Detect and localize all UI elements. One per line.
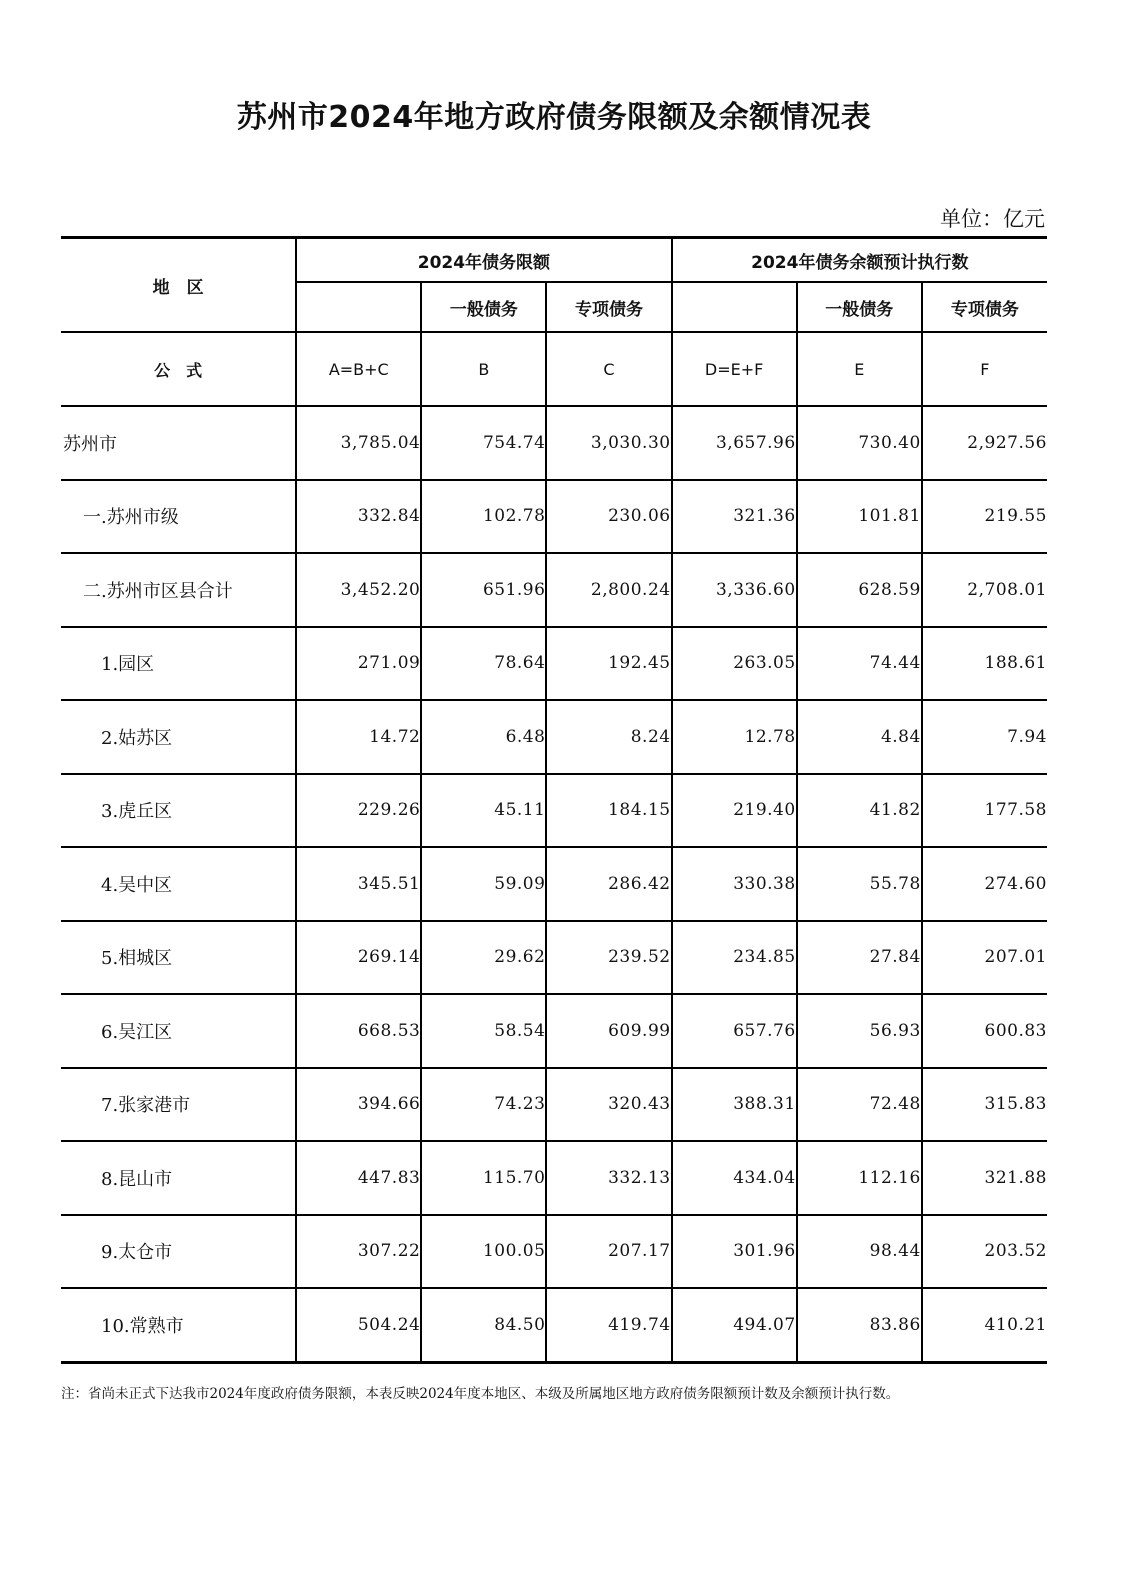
header-limit-general: 一般债务 xyxy=(421,282,546,332)
value-d: 219.40 xyxy=(672,774,797,848)
value-f: 600.83 xyxy=(922,994,1047,1068)
value-c: 239.52 xyxy=(546,921,671,995)
table-row xyxy=(61,1215,1047,1289)
table-row xyxy=(61,406,1047,480)
table-row xyxy=(61,553,1047,627)
header-limit-total xyxy=(296,282,421,332)
value-a: 269.14 xyxy=(296,921,421,995)
region-name: 苏州市 xyxy=(61,406,296,480)
value-a: 447.83 xyxy=(296,1141,421,1215)
value-e: 55.78 xyxy=(797,847,922,921)
value-b: 100.05 xyxy=(421,1215,546,1289)
value-f: 410.21 xyxy=(922,1288,1047,1362)
value-c: 332.13 xyxy=(546,1141,671,1215)
table-row xyxy=(61,480,1047,554)
value-e: 101.81 xyxy=(797,480,922,554)
formula-c: C xyxy=(546,332,671,406)
value-a: 271.09 xyxy=(296,627,421,701)
value-c: 320.43 xyxy=(546,1068,671,1142)
value-f: 274.60 xyxy=(922,847,1047,921)
value-b: 29.62 xyxy=(421,921,546,995)
value-e: 730.40 xyxy=(797,406,922,480)
value-e: 41.82 xyxy=(797,774,922,848)
value-e: 72.48 xyxy=(797,1068,922,1142)
value-f: 2,708.01 xyxy=(922,553,1047,627)
header-balance-general: 一般债务 xyxy=(797,282,922,332)
value-d: 657.76 xyxy=(672,994,797,1068)
debt-table xyxy=(61,236,1047,1364)
value-a: 229.26 xyxy=(296,774,421,848)
unit-label: 单位：亿元 xyxy=(940,207,1045,231)
value-e: 56.93 xyxy=(797,994,922,1068)
formula-b: B xyxy=(421,332,546,406)
value-b: 115.70 xyxy=(421,1141,546,1215)
value-b: 74.23 xyxy=(421,1068,546,1142)
value-c: 286.42 xyxy=(546,847,671,921)
value-c: 184.15 xyxy=(546,774,671,848)
table-row xyxy=(61,700,1047,774)
value-f: 2,927.56 xyxy=(922,406,1047,480)
table-row xyxy=(61,921,1047,995)
value-f: 219.55 xyxy=(922,480,1047,554)
header-balance-special: 专项债务 xyxy=(922,282,1047,332)
value-d: 12.78 xyxy=(672,700,797,774)
value-e: 74.44 xyxy=(797,627,922,701)
value-a: 14.72 xyxy=(296,700,421,774)
footnote: 注：省尚未正式下达我市2024年度政府债务限额，本表反映2024年度本地区、本级及所属地区地方政府债务限额预计数及余额预计执行数。 xyxy=(61,1386,900,1402)
region-name: 6.吴江区 xyxy=(61,994,296,1068)
header-balance-total xyxy=(672,282,797,332)
value-c: 192.45 xyxy=(546,627,671,701)
header-group-limit: 2024年债务限额 xyxy=(296,238,671,283)
value-d: 3,657.96 xyxy=(672,406,797,480)
value-a: 3,452.20 xyxy=(296,553,421,627)
value-a: 307.22 xyxy=(296,1215,421,1289)
table-row xyxy=(61,1068,1047,1142)
value-d: 388.31 xyxy=(672,1068,797,1142)
value-f: 203.52 xyxy=(922,1215,1047,1289)
region-name: 4.吴中区 xyxy=(61,847,296,921)
region-name: 二.苏州市区县合计 xyxy=(61,553,296,627)
page-title: 苏州市2024年地方政府债务限额及余额情况表 xyxy=(236,100,872,135)
value-b: 58.54 xyxy=(421,994,546,1068)
value-b: 6.48 xyxy=(421,700,546,774)
value-e: 112.16 xyxy=(797,1141,922,1215)
value-a: 345.51 xyxy=(296,847,421,921)
value-e: 27.84 xyxy=(797,921,922,995)
value-c: 2,800.24 xyxy=(546,553,671,627)
value-e: 628.59 xyxy=(797,553,922,627)
formula-f: F xyxy=(922,332,1047,406)
value-b: 651.96 xyxy=(421,553,546,627)
value-f: 188.61 xyxy=(922,627,1047,701)
value-c: 207.17 xyxy=(546,1215,671,1289)
formula-d: D=E+F xyxy=(672,332,797,406)
region-name: 一.苏州市级 xyxy=(61,480,296,554)
region-name: 9.太仓市 xyxy=(61,1215,296,1289)
value-b: 754.74 xyxy=(421,406,546,480)
value-c: 8.24 xyxy=(546,700,671,774)
region-name: 8.昆山市 xyxy=(61,1141,296,1215)
value-f: 321.88 xyxy=(922,1141,1047,1215)
value-a: 332.84 xyxy=(296,480,421,554)
value-b: 78.64 xyxy=(421,627,546,701)
value-d: 330.38 xyxy=(672,847,797,921)
value-a: 3,785.04 xyxy=(296,406,421,480)
table-row xyxy=(61,994,1047,1068)
value-b: 102.78 xyxy=(421,480,546,554)
table-row xyxy=(61,1141,1047,1215)
region-name: 1.园区 xyxy=(61,627,296,701)
value-f: 177.58 xyxy=(922,774,1047,848)
formula-a: A=B+C xyxy=(296,332,421,406)
value-a: 504.24 xyxy=(296,1288,421,1362)
value-a: 394.66 xyxy=(296,1068,421,1142)
value-e: 98.44 xyxy=(797,1215,922,1289)
value-d: 494.07 xyxy=(672,1288,797,1362)
header-region: 地 区 xyxy=(61,238,296,333)
region-name: 2.姑苏区 xyxy=(61,700,296,774)
table-row xyxy=(61,774,1047,848)
value-c: 419.74 xyxy=(546,1288,671,1362)
value-d: 321.36 xyxy=(672,480,797,554)
region-name: 5.相城区 xyxy=(61,921,296,995)
value-c: 609.99 xyxy=(546,994,671,1068)
value-f: 7.94 xyxy=(922,700,1047,774)
table-row xyxy=(61,1288,1047,1362)
table-row xyxy=(61,847,1047,921)
value-f: 315.83 xyxy=(922,1068,1047,1142)
value-b: 45.11 xyxy=(421,774,546,848)
value-d: 263.05 xyxy=(672,627,797,701)
value-f: 207.01 xyxy=(922,921,1047,995)
region-name: 7.张家港市 xyxy=(61,1068,296,1142)
value-a: 668.53 xyxy=(296,994,421,1068)
region-name: 10.常熟市 xyxy=(101,1315,184,1337)
value-d: 301.96 xyxy=(672,1215,797,1289)
value-b: 59.09 xyxy=(421,847,546,921)
value-c: 3,030.30 xyxy=(546,406,671,480)
value-d: 3,336.60 xyxy=(672,553,797,627)
value-b: 84.50 xyxy=(421,1288,546,1362)
region-name: 3.虎丘区 xyxy=(61,774,296,848)
value-d: 234.85 xyxy=(672,921,797,995)
header-limit-special: 专项债务 xyxy=(546,282,671,332)
value-e: 4.84 xyxy=(797,700,922,774)
formula-e: E xyxy=(797,332,922,406)
table-row xyxy=(61,627,1047,701)
value-c: 230.06 xyxy=(546,480,671,554)
value-e: 83.86 xyxy=(797,1288,922,1362)
value-d: 434.04 xyxy=(672,1141,797,1215)
header-group-balance: 2024年债务余额预计执行数 xyxy=(672,238,1047,283)
formula-label: 公 式 xyxy=(61,332,296,406)
